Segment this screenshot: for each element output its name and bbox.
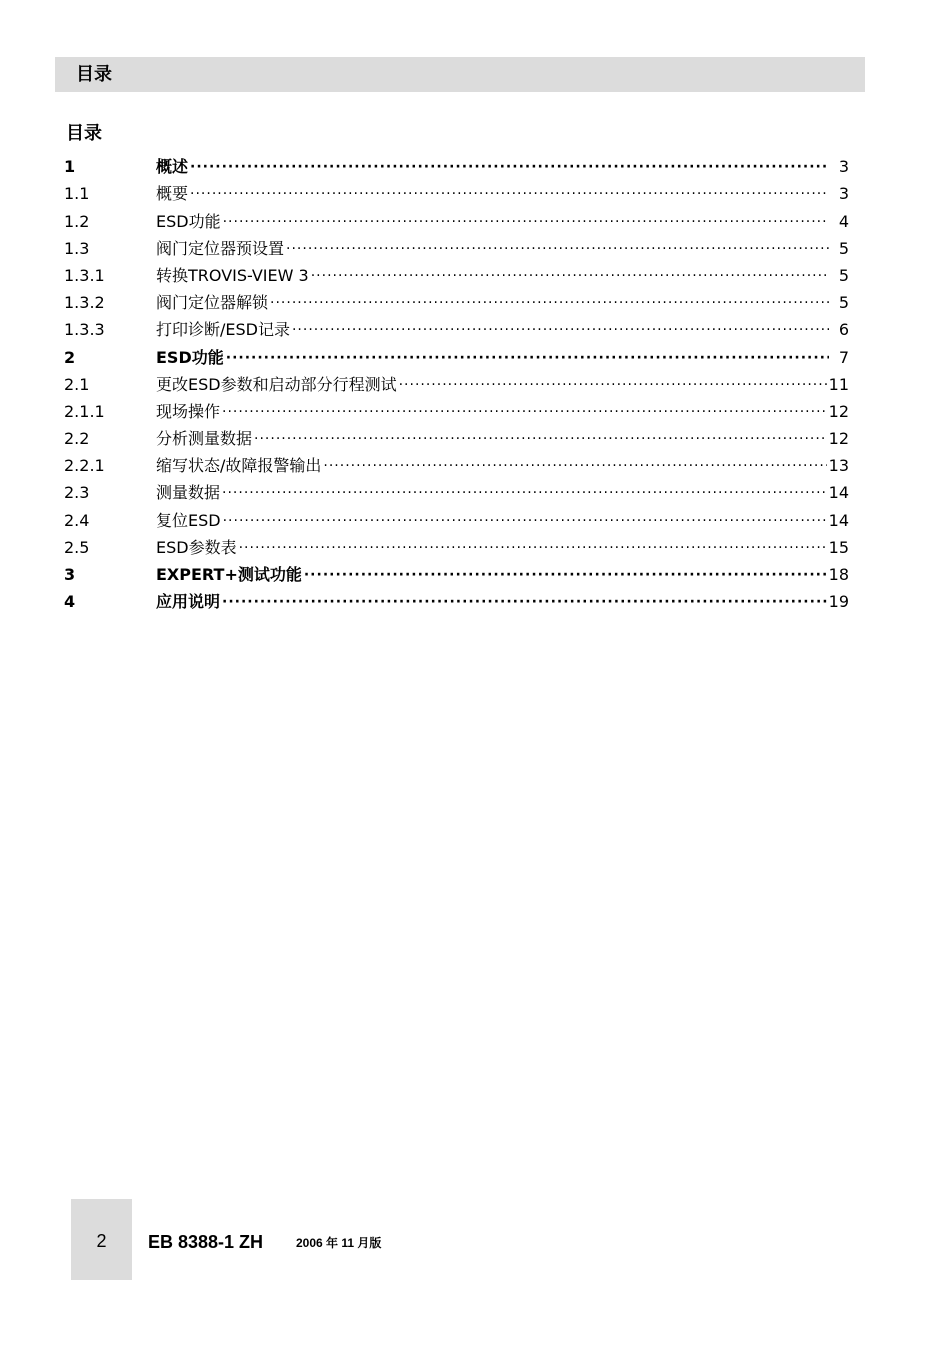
toc-entry-page: 18 — [828, 565, 849, 584]
toc-entry[interactable] — [64, 259, 849, 286]
toc-entry-number: 1.1 — [64, 184, 90, 204]
toc-leader-dots — [254, 429, 827, 449]
toc-entry-number: 1.3.2 — [64, 293, 105, 313]
toc-entry[interactable] — [64, 503, 849, 530]
table-of-contents — [64, 150, 849, 612]
toc-leader-dots — [190, 184, 829, 204]
footer-edition: 2006 年 11 月版 — [296, 1236, 382, 1250]
toc-entry-page: 13 — [828, 456, 849, 476]
toc-leader-dots — [292, 320, 829, 340]
toc-entry-number: 1.2 — [64, 211, 90, 231]
toc-entry[interactable] — [64, 286, 849, 313]
toc-entry[interactable] — [64, 340, 849, 367]
toc-leader-dots — [323, 456, 826, 476]
toc-leader-dots — [222, 483, 827, 503]
toc-leader-dots — [223, 212, 829, 232]
toc-heading: 目录 — [66, 123, 102, 144]
toc-entry-title: 概要 — [156, 184, 189, 204]
toc-entry[interactable] — [64, 368, 849, 395]
toc-entry-title: ESD功能 — [156, 211, 221, 231]
toc-entry-title: 阀门定位器解锁 — [156, 293, 269, 313]
toc-entry-title: 打印诊断/ESD记录 — [156, 320, 290, 340]
toc-entry-page: 11 — [828, 374, 849, 394]
toc-entry-page: 14 — [828, 483, 849, 503]
toc-entry-title: 转换TROVIS-VIEW 3 — [156, 265, 309, 285]
toc-entry-page: 12 — [828, 401, 849, 421]
toc-entry-title: 缩写状态/故障报警输出 — [156, 456, 322, 476]
toc-entry-number: 2.2 — [64, 429, 90, 449]
toc-leader-dots — [190, 157, 829, 177]
toc-leader-dots — [399, 375, 827, 395]
toc-entry-page: 5 — [838, 265, 849, 285]
toc-entry-number: 2.5 — [64, 537, 90, 557]
toc-entry-number: 2.4 — [64, 510, 90, 530]
toc-entry[interactable] — [64, 531, 849, 558]
toc-entry-title: 测量数据 — [156, 483, 221, 503]
toc-leader-dots — [226, 348, 829, 368]
footer-page-number: 2 — [96, 1231, 107, 1251]
toc-entry-page: 19 — [828, 592, 849, 612]
toc-entry[interactable] — [64, 204, 849, 231]
toc-entry[interactable] — [64, 585, 849, 612]
toc-entry-number: 1.3.1 — [64, 265, 105, 285]
toc-entry[interactable] — [64, 449, 849, 476]
toc-entry-page: 3 — [838, 157, 849, 177]
toc-entry-title: 更改ESD参数和启动部分行程测试 — [156, 374, 397, 394]
toc-entry[interactable] — [64, 150, 849, 177]
toc-entry-page: 3 — [838, 184, 849, 204]
toc-entry-title: 阀门定位器预设置 — [156, 238, 285, 258]
toc-entry-title: 现场操作 — [156, 401, 221, 421]
toc-entry[interactable] — [64, 558, 849, 585]
header-title: 目录 — [76, 64, 112, 85]
toc-entry-page: 6 — [838, 320, 849, 340]
toc-leader-dots — [286, 239, 829, 259]
toc-entry-title: 分析测量数据 — [156, 429, 253, 449]
toc-leader-dots — [222, 402, 827, 422]
toc-entry-page: 5 — [838, 293, 849, 313]
toc-entry-number: 1.3 — [64, 238, 90, 258]
footer-page-box — [71, 1199, 132, 1280]
toc-entry[interactable] — [64, 177, 849, 204]
toc-entry-number: 1.3.3 — [64, 320, 105, 340]
toc-leader-dots — [270, 293, 829, 313]
toc-entry[interactable] — [64, 395, 849, 422]
toc-entry-page: 15 — [828, 537, 849, 557]
toc-entry-title: ESD功能 — [156, 347, 224, 367]
toc-entry-page: 12 — [828, 429, 849, 449]
toc-entry-number: 4 — [64, 592, 76, 612]
toc-entry-page: 4 — [838, 211, 849, 231]
toc-entry-page: 5 — [838, 238, 849, 258]
toc-leader-dots — [223, 511, 827, 531]
toc-entry-number: 2.1 — [64, 374, 90, 394]
toc-entry[interactable] — [64, 313, 849, 340]
toc-leader-dots — [239, 538, 827, 558]
toc-leader-dots — [304, 565, 827, 585]
header-bar — [55, 57, 865, 92]
toc-entry-number: 2.2.1 — [64, 456, 105, 476]
toc-entry-title: 复位ESD — [156, 510, 221, 530]
toc-entry-number: 2 — [64, 347, 76, 367]
toc-entry-page: 14 — [828, 510, 849, 530]
toc-entry-page: 7 — [838, 347, 849, 367]
toc-leader-dots — [222, 592, 827, 612]
toc-entry-title: EXPERT+测试功能 — [156, 565, 302, 584]
toc-entry-number: 3 — [64, 565, 76, 584]
toc-entry[interactable] — [64, 476, 849, 503]
toc-entry-title: ESD参数表 — [156, 537, 237, 557]
toc-entry-number: 1 — [64, 157, 76, 177]
toc-entry[interactable] — [64, 232, 849, 259]
toc-entry-number: 2.3 — [64, 483, 90, 503]
toc-entry-title: 概述 — [156, 157, 189, 177]
toc-entry[interactable] — [64, 422, 849, 449]
footer-document-id: EB 8388-1 ZH — [148, 1232, 264, 1252]
toc-leader-dots — [311, 266, 829, 286]
toc-entry-number: 2.1.1 — [64, 401, 105, 421]
toc-entry-title: 应用说明 — [156, 592, 221, 612]
